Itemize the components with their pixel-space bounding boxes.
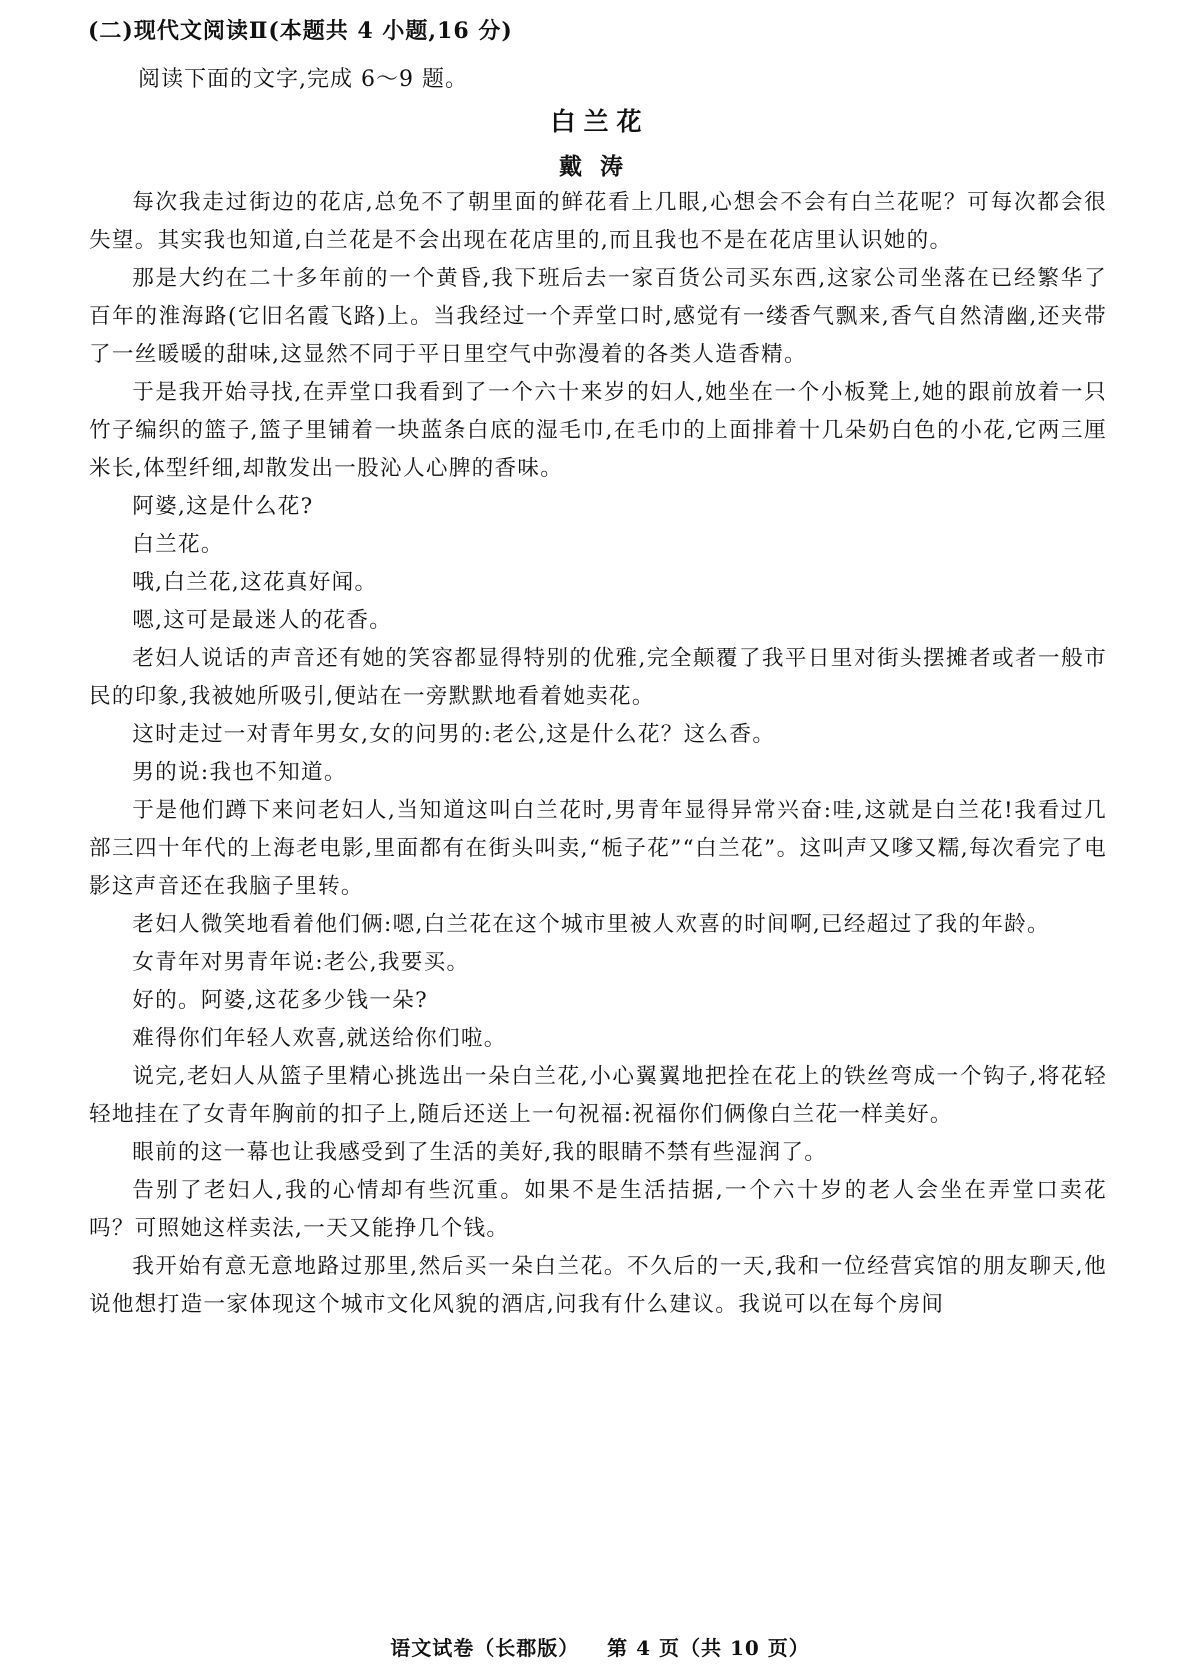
page-number: 第 4 页（共 10 页） [607,1636,810,1660]
paragraph: 女青年对男青年说:老公,我要买。 [132,950,470,975]
paragraph: 眼前的这一幕也让我感受到了生活的美好,我的眼睛不禁有些湿润了。 [132,1140,828,1165]
section-heading: (二)现代文阅读Ⅱ(本题共 4 小题,16 分) [88,18,513,44]
paragraph: 告别了老妇人,我的心情却有些沉重。如果不是生活拮据,一个六十岁的老人会坐在弄堂口卖花吗？可照她这样卖法,一天又能挣几个钱。 [89,1178,1107,1241]
paragraph: 这时走过一对青年男女,女的问男的:老公,这是什么花？这么香。 [132,722,776,747]
reading-instruction: 阅读下面的文字,完成 6～9 题。 [138,67,468,92]
article-author: 戴涛 [559,153,641,180]
paragraph: 阿婆,这是什么花? [132,494,314,519]
paragraph: 好的。阿婆,这花多少钱一朵? [132,988,428,1013]
paragraph: 每次我走过街边的花店,总免不了朝里面的鲜花看上几眼,心想会不会有白兰花呢？可每次都会很失望。其实我也知道,白兰花是不会出现在花店里的,而且我也不是在花店里认识她的。 [89,190,1107,253]
paragraph: 嗯,这可是最迷人的花香。 [132,608,393,633]
paragraph: 那是大约在二十多年前的一个黄昏,我下班后去一家百货公司买东西,这家公司坐落在已经繁华了百年的淮海路(它旧名霞飞路)上。当我经过一个弄堂口时,感觉有一缕香气飘来,香气自然清幽,还夹带了一丝暖暖的甜味,这显然不同于平日里空气中弥漫着的各类人造香精。 [89,266,1107,367]
paragraph: 哦,白兰花,这花真好闻。 [132,570,378,595]
paragraph: 老妇人微笑地看着他们俩:嗯,白兰花在这个城市里被人欢喜的时间啊,已经超过了我的年龄。 [132,912,1050,937]
exam-name: 语文试卷（长郡版） [390,1636,580,1660]
paragraph: 白兰花。 [132,532,224,557]
paragraph: 于是他们蹲下来问老妇人,当知道这叫白兰花时,男青年显得异常兴奋:哇,这就是白兰花!我看过几部三四十年代的上海老电影,里面都有在街头叫卖,“栀子花”“白兰花”。这叫声又嗲又糯,每次看完了电影这声音还在我脑子里转。 [89,798,1107,899]
paragraph: 我开始有意无意地路过那里,然后买一朵白兰花。不久后的一天,我和一位经营宾馆的朋友聊天,他说他想打造一家体现这个城市文化风貌的酒店,问我有什么建议。我说可以在每个房间 [89,1254,1107,1317]
paragraph: 于是我开始寻找,在弄堂口我看到了一个六十来岁的妇人,她坐在一个小板凳上,她的跟前放着一只竹子编织的篮子,篮子里铺着一块蓝条白底的湿毛巾,在毛巾的上面排着十几朵奶白色的小花,它两三厘米长,体型纤细,却散发出一股沁人心脾的香味。 [89,380,1107,481]
article-title: 白兰花 [550,107,650,136]
article-body [89,184,1107,1324]
page-footer [0,1632,1200,1661]
paragraph: 难得你们年轻人欢喜,就送给你们啦。 [132,1026,507,1051]
paragraph: 男的说:我也不知道。 [132,760,347,785]
paragraph: 说完,老妇人从篮子里精心挑选出一朵白兰花,小心翼翼地把拴在花上的铁丝弯成一个钩子,将花轻轻地挂在了女青年胸前的扣子上,随后还送上一句祝福:祝福你们俩像白兰花一样美好。 [89,1064,1107,1127]
paragraph: 老妇人说话的声音还有她的笑容都显得特别的优雅,完全颠覆了我平日里对街头摆摊者或者一般市民的印象,我被她所吸引,便站在一旁默默地看着她卖花。 [89,646,1107,709]
